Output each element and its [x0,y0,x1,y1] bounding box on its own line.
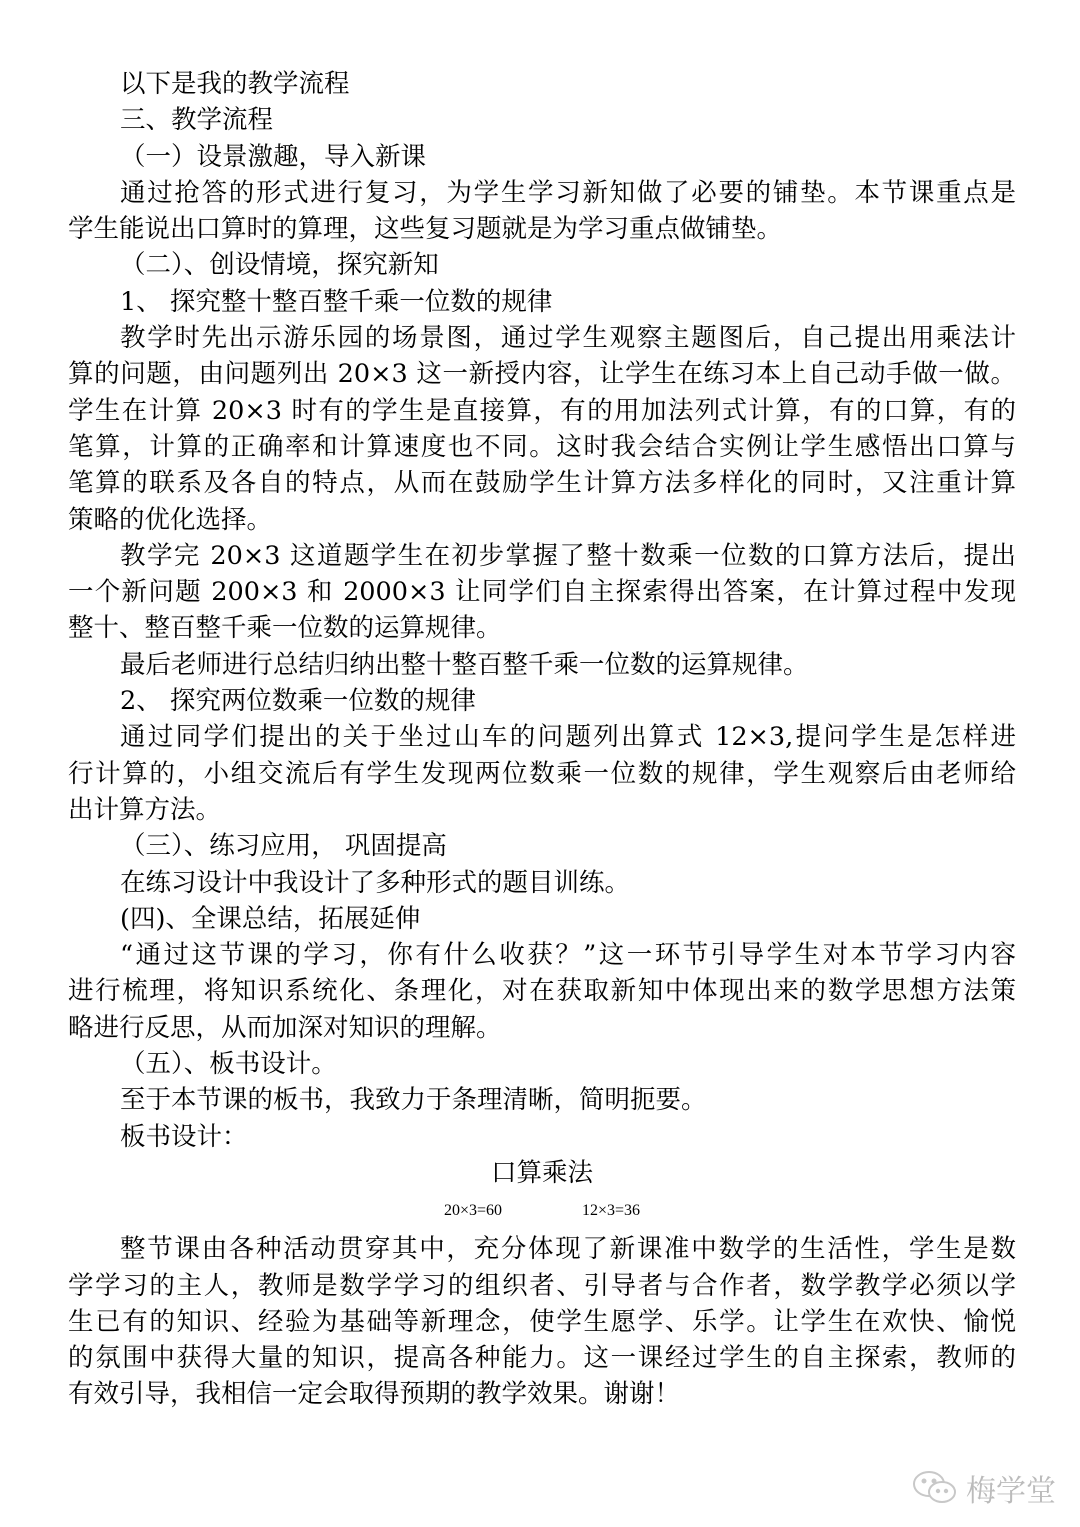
text-line: 教学时先出示游乐园的场景图，通过学生观察主题图后，自己提出用乘法计 [120,323,1016,354]
board-title: 口算乘法 [490,1157,593,1188]
text-line: 板书设计： [120,1121,248,1152]
text-line: “通过这节课的学习，你有什么收获？”这一环节引导学生对本节学习内容 [120,940,1016,971]
wechat-icon [912,1470,958,1506]
text-line: 进行梳理，将知识系统化、条理化，对在获取新知中体现出来的数学思想方法策 [68,976,1016,1007]
text-line: 出计算方法。 [68,794,222,825]
text-line: 行计算的，小组交流后有学生发现两位数乘一位数的规律，学生观察后由老师给 [68,758,1016,789]
closing-paragraph [68,1231,1016,1412]
text-line: （一）设景激趣，导入新课 [120,141,427,172]
text-line: 策略的优化选择。 [68,504,273,535]
text-line: 一个新问题 200×3 和 2000×3 让同学们自主探索得出答案，在计算过程中发现 [68,577,1016,608]
text-line: 算的问题，由问题列出 20×3 这一新授内容，让学生在练习本上自己动手做一做。 [68,359,1016,390]
text-line: 三、教学流程 [120,105,274,136]
text-line: （三）、练习应用， 巩固提高 [120,831,447,862]
equation: 12×3=36 [582,1202,641,1220]
text-line: 的氛围中获得大量的知识，提高各种能力。这一课经过学生的自主探索，教师的 [68,1343,1016,1374]
board-equations [68,1191,1016,1231]
text-line: 有效引导，我相信一定会取得预期的教学效果。谢谢！ [68,1379,681,1410]
text-line: (四)、全课总结，拓展延伸 [120,903,421,934]
text-line: 至于本节课的板书，我致力于条理清晰，简明扼要。 [120,1085,707,1116]
watermark-text: 梅学堂 [966,1474,1056,1509]
text-line: 学学习的主人，教师是数学学习的组织者、引导者与合作者，数学教学必须以学 [68,1270,1016,1301]
text-line: 教学完 20×3 这道题学生在初步掌握了整十数乘一位数的口算方法后，提出 [120,540,1016,571]
equation: 20×3=60 [443,1202,502,1220]
text-line: （五）、板书设计。 [120,1049,337,1080]
text-line: 1、 探究整十整百整千乘一位数的规律 [120,286,553,317]
paragraphs [68,66,1016,1155]
text-line: 略进行反思，从而加深对知识的理解。 [68,1012,502,1043]
text-line: 学生在计算 20×3 时有的学生是直接算，有的用加法列式计算，有的口算，有的 [68,395,1016,426]
board-design [68,1155,1016,1231]
document-body [68,66,1016,1413]
text-line: 学生能说出口算时的算理，这些复习题就是为学习重点做铺垫。 [68,214,783,245]
watermark [912,1466,1056,1510]
text-line: 生已有的知识、经验为基础等新理念，使学生愿学、乐学。让学生在欢快、愉悦 [68,1306,1016,1337]
text-line: 整十、整百整千乘一位数的运算规律。 [68,613,502,644]
text-line: 通过抢答的形式进行复习，为学生学习新知做了必要的铺垫。本节课重点是 [120,177,1016,208]
text-line: 笔算的联系及各自的特点，从而在鼓励学生计算方法多样化的同时，又注重计算 [68,468,1016,499]
text-line: 最后老师进行总结归纳出整十整百整千乘一位数的运算规律。 [120,649,809,680]
text-line: 通过同学们提出的关于坐过山车的问题列出算式 12×3,提问学生是怎样进 [120,722,1016,753]
text-line: 笔算，计算的正确率和计算速度也不同。这时我会结合实例让学生感悟出口算与 [68,431,1016,462]
text-line: 在练习设计中我设计了多种形式的题目训练。 [120,867,631,898]
text-line: 整节课由各种活动贯穿其中，充分体现了新课准中数学的生活性，学生是数 [120,1234,1016,1265]
text-line: （二）、创设情境，探究新知 [120,250,439,281]
text-line: 2、 探究两位数乘一位数的规律 [120,686,476,717]
text-line: 以下是我的教学流程 [120,69,350,99]
